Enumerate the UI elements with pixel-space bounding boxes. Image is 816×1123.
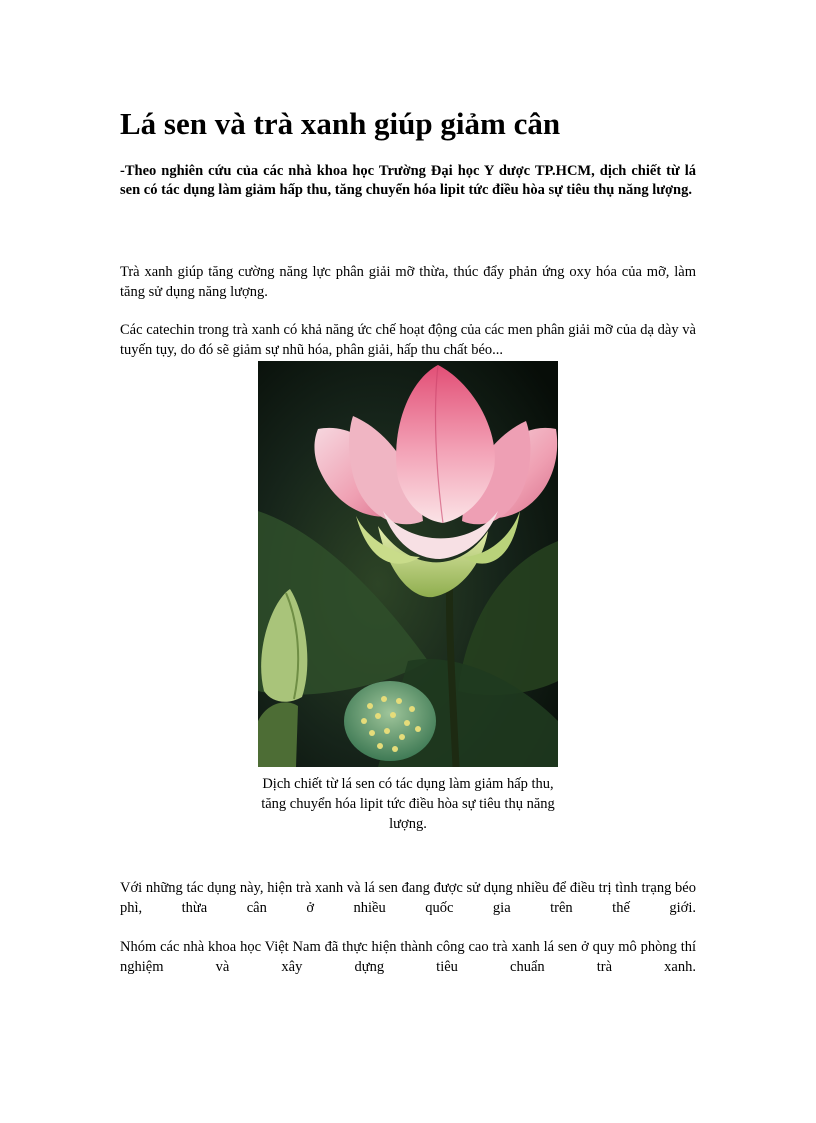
lotus-flower-photo	[258, 361, 558, 767]
paragraph-research: Nhóm các nhà khoa học Việt Nam đã thực hiện thành công cao trà xanh lá sen ở quy mô phòng thí nghiệm và xây dựng tiêu chuẩn trà xanh.	[120, 939, 696, 975]
paragraph-green-tea-fat: Trà xanh giúp tăng cường năng lực phân giải mỡ thừa, thúc đẩy phản ứng oxy hóa của mỡ, làm tăng sử dụng năng lượng.	[120, 264, 696, 300]
paragraph-catechin: Các catechin trong trà xanh có khả năng ức chế hoạt động của các men phân giải mỡ của dạ dày và tuyến tụy, do đó sẽ giảm sự nhũ hóa, phân giải, hấp thu chất béo...	[120, 322, 696, 358]
image-caption: Dịch chiết từ lá sen có tác dụng làm giảm hấp thu, tăng chuyển hóa lipit tức điều hòa sự tiêu thụ năng lượng.	[261, 776, 555, 832]
lead-paragraph: -Theo nghiên cứu của các nhà khoa học Trường Đại học Y dược TP.HCM, dịch chiết từ lá sen có tác dụng làm giảm hấp thu, tăng chuyển hóa lipit tức điều hòa sự tiêu thụ năng lượng.	[120, 163, 696, 198]
page-title: Lá sen và trà xanh giúp giảm cân	[120, 106, 561, 141]
paragraph-usage: Với những tác dụng này, hiện trà xanh và lá sen đang được sử dụng nhiều để điều trị tình trạng béo phì, thừa cân ở nhiều quốc gia trên thế giới.	[120, 880, 696, 916]
lotus-seed-pod	[344, 681, 436, 761]
